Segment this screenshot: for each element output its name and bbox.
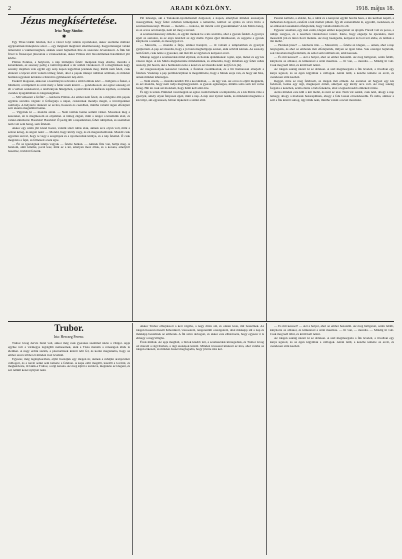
paragraph: Az öregasszonyok keresztet vetettek, a fiatalok csodálkoztak, és a hír hamarosan elterjedt a faluban. Vasárnap a pap prédikációjában is megemlítette, hogy a hitnek ereje van, és hogy aki hisz, annak minden lehetséges. — [136, 66, 264, 79]
paragraph: Egyszer azonban, egy őszi estén, idegen ember kopogtatott az ajtaján. Fáradt volt és poros, a ruhája rongyos, és a kezében vándorbotot tartott. Kérte, hogy engedje be éjszakára, mert messziről jön és nincs hová mennie. Az öreg beengedte, kenyeret és bort tett elébe, és leültek a tűz mellé. — [270, 27, 394, 44]
paragraph: Pilátus Pontius, a helytartó, a nép lármájára felelt: menjetek haza ebédre, mondta a katonáknak, az asszony pedig a tanítványokkal a tér szélén várakozott. Ő a megbízások nagy szerény idejében vele együtt egy szép napon legjobban jelennek meg. Rabbi nem felelt, csak elnézett a lépcső előtt vonuló tömeg felett, ahol a papok ünnepi ruhában sétálnak, és minden homlok ugyanazt kérdezte a húsvétra gyülekezett nép előtt. — [8, 59, 130, 80]
paragraph: — Vigyétek ki — mondta aztán. — Nem találok benne semmi vétket. Mossátok meg a kezeteket, én is megmosom az enyéimet. A tömeg zúgott, mint a tenger a kősziklák alatt, és valaki elkiáltotta: Barabást! Barabást! Ő pedig állt a napsütésben, fehér ruhájában, és szemében nem volt sem harag, sem félelem. — [8, 110, 130, 127]
section-rule — [8, 321, 394, 322]
column-divider — [132, 323, 133, 555]
paragraph: — Mit vétkezett e férfiú? — kérdezte Pilátus. Az ember nem felelt, de a mögötte álló papok egymás szavába vágtak: ő felforgatja a népet, császárnak mondja magát, a törvényeinket rombolja. A helytartó ránézett az arcára, hosszan és csendben, mintha valami régen elfelejtett szót akarna megtalálni benne. — [8, 94, 130, 111]
paragraph: — Nem értem, — mondta később Pál a kocsmában, — de úgy van. Az orvos is eljött megnézni, és azt mondta, hogy nem tudja megmagyarázni. A gyerek egészséges, mintha soha sem lett volna beteg. Hát én csak azt mondom, hogy hálát kell adni érte. — [136, 78, 264, 91]
star-ornament-icon: ✱ — [62, 35, 67, 40]
article-byline: Irta: Herczeg Ferenc. — [53, 335, 85, 339]
paragraph: Pusztai kallódó, a ebédet, ha, a ruhát és a kenyeret együtt hordta haza, a kis kertben kapált, a méhesben dolgozott, estefelé a kút mellett pihent. Így élt esztendőkön át, egyedül, csendesen, és az emberek lassanként elfelejtették, hogy valaha máshol is élt. — [270, 17, 394, 28]
paragraph: Trubor lovag dervis fiatal volt, akkor még csak gyerekes szemmel nézte a világot. Apja egyike volt a vármegye legrégibb nemeseinek, akik a Tisza mentén a rónaságon élték le életüket. A nagy erdők szélén, a pásztortüzek között nőtt fel, és korán megtanulta, hogy az ember szava többet ér minden írott levélnél. — [8, 342, 130, 357]
paragraph: Ezekről magasan, akkoron a kormányzó udvarán a sűrű lombok közt — hallgatta a fiakat, a bűnökről, a tömjénről és arról mely a fehér szem között — gondolkozott. Az egész sokaság ott élt a vérben szokásaival, a tanítványok hűségében, a pénzváltók és kufárok zajában, a rómaiak csendes nyugalmában és idegenségében. — [8, 79, 130, 95]
paragraph: — Én az igazságnak tanúja vagyok — felelte halkan. — Akinek füle van, hallja meg. A hatalom, amit kínálsz, porrá lesz, mint ez a kő, amelyen most állok, és a korona, amelyről beszélsz, tövisből fonatik. — [8, 141, 130, 154]
article-title: Jézus megkísértetése. — [20, 15, 118, 27]
newspaper-name: ARADI KÖZLÖNY. — [170, 6, 232, 12]
paragraph: Az idegen sokáig nézett ki az ablakon. A szél megmozgatta a fák leveleit, a távolban egy kutya ugatott, és az égen kigyúltak a csillagok. Aztán leült, a kezébe temette az arcát, és csendesen sírni kezdett. — [270, 66, 394, 79]
paragraph: — Marcella, — mondta a férje, amikor hazajött, — itt voltam a templomban és gyertyát gyújtottam. A pap azt mondta, hogy a jó Isten meghallgatja azokat, akik szívből kérnek. Az asszony nem felelt, csak nézte a gyereket, aki már ült az ágyban és kenyeret evett. — [136, 43, 264, 56]
page-number: 2 — [8, 6, 11, 12]
column-divider — [266, 323, 267, 555]
paragraph: Pál felesége, aki a Tanakodó-nyomdásznál dolgozott, a napon, amelyben minden asszonyok összegyűltek, hogy fehér ruhában kimenjenek a temetőbe, kiállott az ajtóba és sírva hívta a szomszédasszonyt. Hiszen — mondta — tudod-e, mi történt a mi gyerekünkkel? A kis Mária beteg, és az orvos azt mondja, nem éri meg a tavaszt. — [136, 17, 264, 32]
article2-body-col2 — [136, 325, 264, 554]
article-title: Trubor. — [54, 323, 84, 333]
paragraph: Akkor egy sátán jött közel hozzá, valami sötét ruhás alak, akinek arca olyan volt, mint a száraz kéreg, és súgott neki: — Mondd, hogy király vagy, és én megszabadítalak. Mondd csak egyetlen szóval, hogy te vagy a szegények és a nyomorultak királya, és a nép felemel. Ő csak megrázta a fejét, és fölnézett a kék égre. — [8, 125, 130, 142]
paragraph: Reggel, mire az öreg felébredt, az idegen már elment. Az asztalon ott hagyott egy kis fadobozt, benne egy régi, megkopott érmét, amelyen egy király arca volt. Az öreg sokáig forgatta a kezében, aztán eltette a láda fenekére, ahol a legkedvesebb emlékeit őrizte. — [270, 78, 394, 91]
paragraph: Az idegen sokáig nézett ki az ablakon. A szél megmozgatta a fák leveleit, a távolban egy kutya ugatott, és az égen kigyúltak a csillagok. Aztán leült, a kezébe temette az arcát, és csendesen sírni kezdett. — [270, 335, 394, 348]
paragraph: Évek múltak. Az apja meghalt, a birtok kisebb lett, a szomszédok kiöregedtek, és Trubor lovag ott maradt a régi házban, a régi szokások között. Minden tavasszal kinézett az útra, ahol valaha az idegen érkezett, és minden ősszel megfogadta, hogy jövőre útra kel. — [136, 339, 264, 352]
column-2-body — [136, 17, 264, 319]
paragraph: Egy Tiber-vidéki faluban, hol a vérrel folyt tanitás nyomdokai, akkor szelleme méltató egyiptomnak ünneplésre adod — egy mégnem meglátott alkalmatosság. Kegyetlenséget valaki ismertetni a vakmerőségben, akinek szent hajnalban hite és szeretete örvendezett. A fiúk hét fővel is főszerepet játszottak a várakozásban, akkor Pilátus élőt birodalmának hatalmából jött közbe. — [8, 41, 130, 60]
paragraph: A szomszédasszony átölelte, és együtt mentek be a kis szobába, ahol a gyerek feküdt. A gyertya égett az asztalon, és az anya letérdelt az ágy mellé. Egész éjjel imádkozott, és reggelre a gyerek kinyitotta a szemét, és mosolygott rá. — [136, 31, 264, 44]
column-divider — [132, 15, 133, 322]
paragraph: És úgy is tettek. Pünkösd vasárnapján az egész család kiment a templomba, és a kis Mária vitte a gyertyát, amely olyan fényesen égett, mint a nap. A nép utat nyitott nekik, és mindenki megnézte a kis lányt, aki egyenesen, bátran lépkedett a szülei előtt. — [136, 90, 264, 103]
article-byline: Irta: Nagy Sándor. — [54, 29, 84, 33]
article1-body — [8, 41, 130, 318]
paragraph: — És mit keresel? — Azt a helyet, ahol az ember hazatalál. Az öreg hallgatott, aztán felállt, kinyitotta az ablakot, és kimutatott a sötét mezőkre. — Itt van, — mondta. — Mindig itt volt. Csak meg kell állni, és körül kell nézni. — [270, 55, 394, 67]
column-3-body — [270, 17, 394, 319]
paragraph: Akkor Trubor elbujdosott a kert végébe, a nagy diófa alá, és onnan leste, mit beszélnek. Az idegen hosszan mesélt háborúkról, városokról, tengerentúli országokról, ahol másképp süt a nap és másképp beszélnek az emberek. A fiú szíve dobogott, és akkor este elhatározta, hogy egyszer ő is elmegy a nagyvilágba. — [136, 325, 264, 340]
issue-date: 1918. május 18. — [355, 6, 394, 12]
paragraph: Egyszer, még legénykorában, eljött hozzájuk egy idegen úr, akinek a ruháján aranyzsinór csillogott, és a nevét senki sem ismerte a faluban. A kapu előtt megállt, leszállt a lováról, és megkérdezte, itt lakik-e Trubor, a régi katona. Az öreg kijött a tornácra, megnézte az idegent, és szó nélkül kezet nyújtott neki. — [8, 356, 130, 373]
column-divider — [266, 15, 267, 322]
paragraph: Azóta minden este kiül a kút mellé, és nézi az utat. Nem vár senkit, csak nézi, ahogy a nap lemegy, ahogy a madarak hazarepülnek, ahogy a falu lassan elcsendesedik. És néha, amikor a szél a fák között suttog, úgy tűnik neki, mintha valaki a nevét mondaná. — [270, 90, 394, 103]
article2-body-col1 — [8, 342, 130, 554]
paragraph: — Honnan jössz? — kérdezte tőle. — Messziről, — felelte az idegen, — onnan, ahol a nap lenyugszik, és ahol az emberek már elfelejtették, milyen az igazi béke. Sok országot bejártam, sok városban megfordultam, de sehol sem találtam azt, amit keresek. — [270, 43, 394, 56]
article2-body-col3 — [270, 325, 394, 554]
paragraph: — És mit keresel? — Azt a helyet, ahol az ember hazatalál. Az öreg hallgatott, aztán felállt, kinyitotta az ablakot, és kimutatott a sötét mezőkre. — Itt van, — mondta. — Mindig itt volt. Csak meg kell állni, és körül kell nézni. — [270, 325, 394, 336]
paragraph: Másnap reggel a szomszédok mind eljöttek, és hoztak ajándékokat: tojást, tejet, mézet és egy kis vászon inget. A kis Mária megköszönte mindenkinek, és elmondta, hogy álmában egy fehér ruhás asszony jött hozzá, aki a homlokára tette a kezét és azt mondta neki: kelj fel és járj. — [136, 55, 264, 67]
